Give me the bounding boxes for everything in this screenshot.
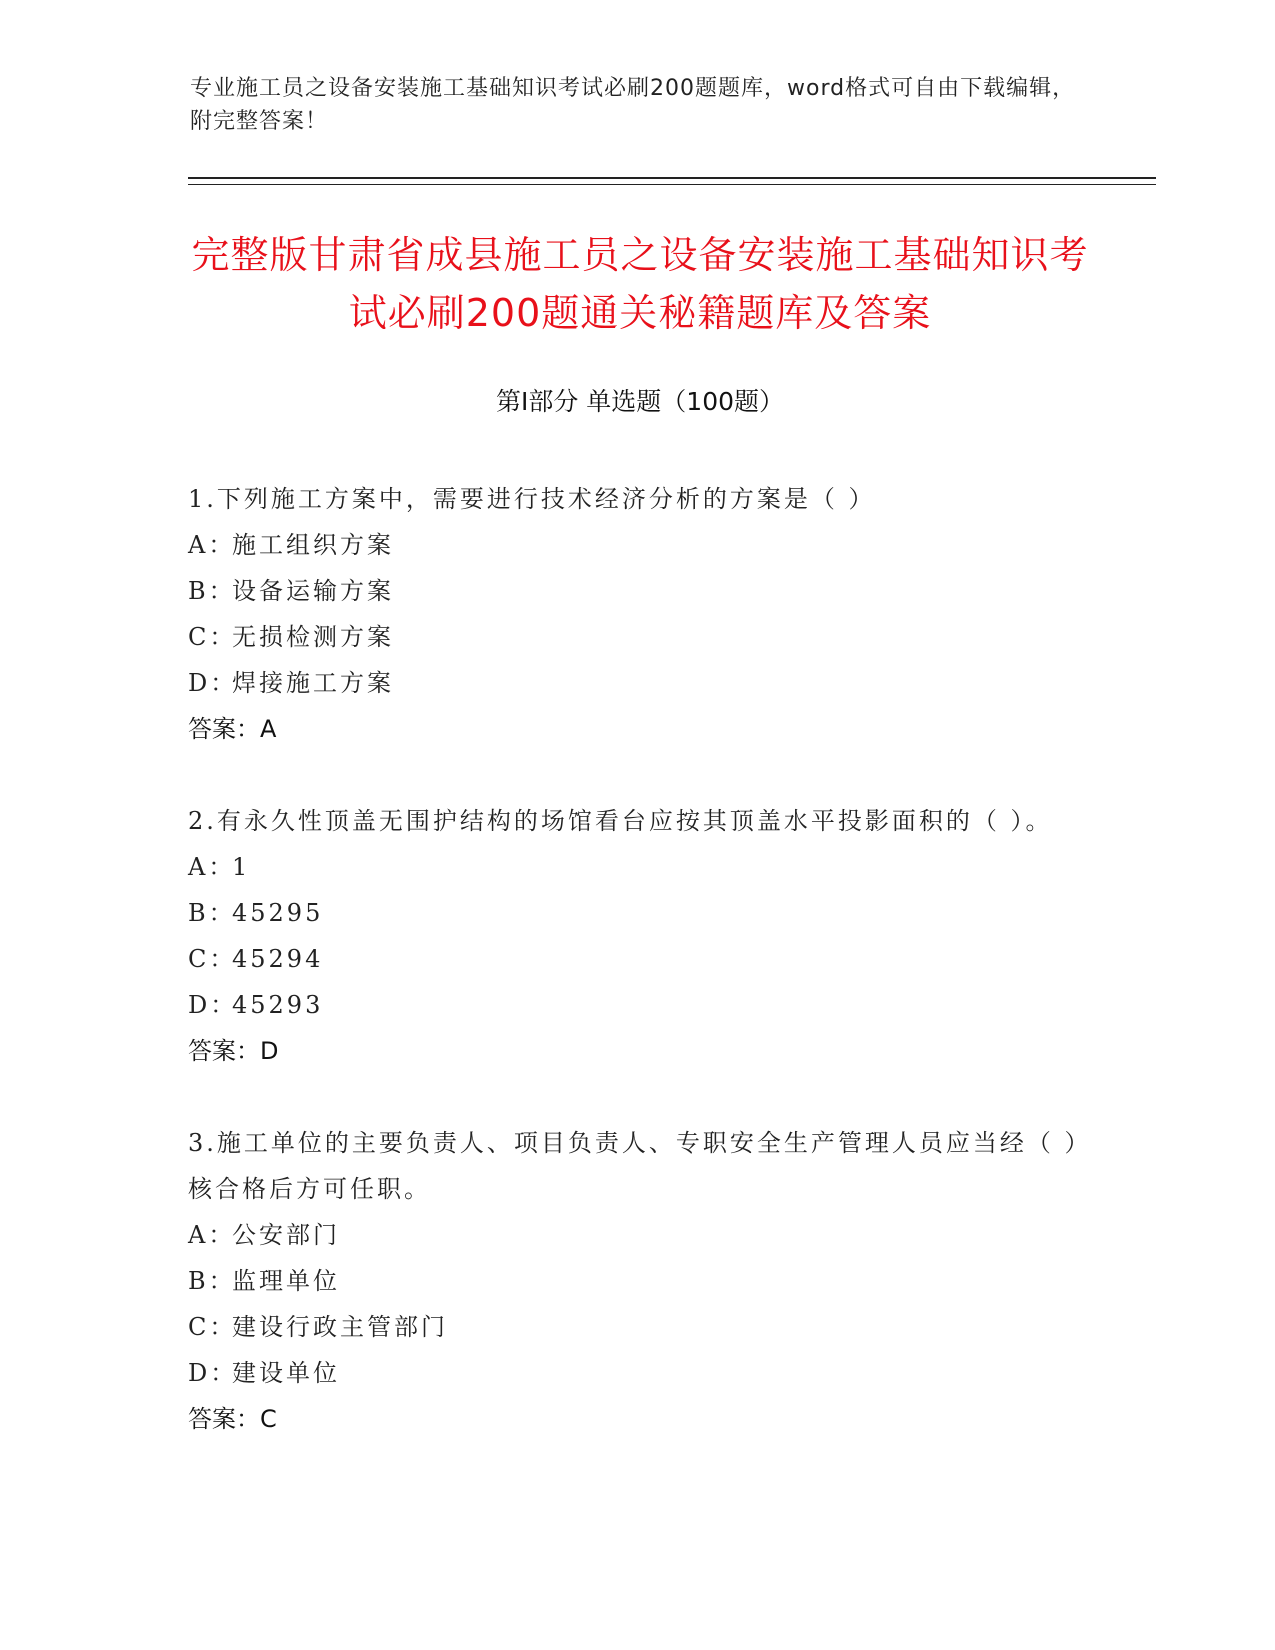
- question-1: [188, 476, 1088, 752]
- option-text: 45294: [232, 945, 324, 973]
- option-a: [188, 1212, 1088, 1258]
- question-stem: 2.有永久性顶盖无围护结构的场馆看台应按其顶盖水平投影面积的（ ）。: [188, 807, 1053, 835]
- option-letter: C：: [188, 1313, 237, 1341]
- option-letter: D：: [188, 991, 238, 1019]
- question-list: [188, 476, 1088, 1488]
- option-b: [188, 1258, 1088, 1304]
- option-d: [188, 982, 1088, 1028]
- option-text: 无损检测方案: [232, 623, 394, 651]
- option-letter: A：: [188, 853, 236, 881]
- option-c: [188, 614, 1088, 660]
- answer-line: 答案：A: [188, 715, 277, 743]
- option-text: 建设单位: [232, 1359, 340, 1387]
- question-stem: 1.下列施工方案中，需要进行技术经济分析的方案是（ ）: [188, 485, 876, 513]
- option-b: [188, 568, 1088, 614]
- question-stem: 3.施工单位的主要负责人、项目负责人、专职安全生产管理人员应当经（ ）核合格后方可任职。: [188, 1129, 1080, 1203]
- option-a: [188, 844, 1088, 890]
- option-text: 建设行政主管部门: [232, 1313, 448, 1341]
- option-letter: C：: [188, 623, 237, 651]
- section-heading: 第Ⅰ部分 单选题（100题）: [495, 387, 785, 416]
- option-text: 45295: [232, 899, 324, 927]
- header-divider-thick: [188, 177, 1156, 179]
- option-d: [188, 1350, 1088, 1396]
- option-d: [188, 660, 1088, 706]
- option-text: 施工组织方案: [232, 531, 394, 559]
- option-a: [188, 522, 1088, 568]
- answer-line: 答案：C: [188, 1405, 277, 1433]
- option-letter: B：: [188, 1267, 236, 1295]
- option-letter: D：: [188, 1359, 238, 1387]
- option-text: 45293: [232, 991, 324, 1019]
- option-text: 公安部门: [232, 1221, 340, 1249]
- option-text: 监理单位: [232, 1267, 340, 1295]
- option-c: [188, 936, 1088, 982]
- question-2: [188, 798, 1088, 1074]
- option-letter: C：: [188, 945, 237, 973]
- answer-line: 答案：D: [188, 1037, 279, 1065]
- header-divider-thin: [188, 184, 1156, 185]
- option-letter: B：: [188, 899, 236, 927]
- question-3: [188, 1120, 1088, 1442]
- header-note: 专业施工员之设备安装施工基础知识考试必刷200题题库，word格式可自由下载编辑，附完整答案！: [190, 76, 1076, 134]
- option-letter: B：: [188, 577, 236, 605]
- option-c: [188, 1304, 1088, 1350]
- option-text: 1: [232, 853, 251, 881]
- option-letter: D：: [188, 669, 238, 697]
- option-letter: A：: [188, 1221, 236, 1249]
- option-text: 焊接施工方案: [232, 669, 394, 697]
- option-text: 设备运输方案: [232, 577, 394, 605]
- document-title: 完整版甘肃省成县施工员之设备安装施工基础知识考试必刷200题通关秘籍题库及答案: [191, 233, 1089, 335]
- option-letter: A：: [188, 531, 236, 559]
- option-b: [188, 890, 1088, 936]
